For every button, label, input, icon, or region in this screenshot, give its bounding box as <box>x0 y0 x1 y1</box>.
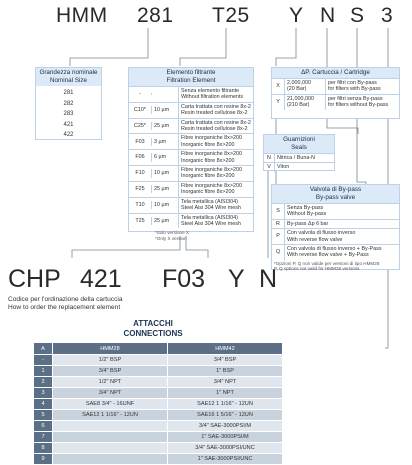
filtration-desc-it: Carta trattata con resine 8x-2 <box>181 119 251 126</box>
filtration-row <box>129 86 253 102</box>
connections-body <box>34 355 385 465</box>
connection-code: 7 <box>34 432 53 443</box>
connection-code: 9 <box>34 454 53 465</box>
dp-bar <box>284 79 325 94</box>
filtration-code: T10 <box>135 201 145 208</box>
dp-bar-value: 2,000,000 <box>287 80 311 86</box>
table-spacer <box>283 366 385 377</box>
connection-hmm28 <box>53 454 168 465</box>
bypass-desc-en: Without By-pass <box>287 211 327 218</box>
connection-hmm42: 3/4" SAE-3000PSI/UNC <box>168 443 283 454</box>
cartridge-code-series: CHP <box>8 265 61 293</box>
filtration-micron <box>151 93 178 95</box>
col-header-hmm42: HMM42 <box>168 343 283 355</box>
filtration-title-it: Elemento filtrante <box>166 69 216 76</box>
filtration-row <box>129 149 253 165</box>
seals-title-en: Seals <box>291 144 307 151</box>
bypass-row <box>272 244 399 260</box>
connection-hmm42: 1" SAE-3000PSI/M <box>168 432 283 443</box>
filtration-rows <box>129 86 253 228</box>
filtration-micron: 25 µm <box>151 185 178 193</box>
filtration-micron: 10 µm <box>151 106 178 114</box>
filtration-row <box>129 213 253 229</box>
bypass-code: S <box>276 208 280 215</box>
bypass-code: R <box>276 220 280 227</box>
dp-bar-label: (20 Bar) <box>287 86 307 93</box>
seal-code: N <box>267 155 271 161</box>
connection-code: 2 <box>34 377 53 388</box>
seal-code: V <box>267 164 271 171</box>
bypass-desc-it: Con valvola di flusso inverso + By-Pass <box>287 246 382 253</box>
filtration-row <box>129 197 253 213</box>
table-row <box>34 410 385 421</box>
dp-header: ΔP. Cartuccia / Cartridge <box>272 68 399 78</box>
filtration-micron: 3 µm <box>151 138 178 146</box>
nominal-size-header <box>36 68 101 86</box>
connection-hmm42: 3/4" SAE-3000PSI/M <box>168 421 283 432</box>
dp-bar <box>284 95 325 110</box>
dp-bar-label: (210 Bar) <box>287 102 310 109</box>
table-spacer <box>283 421 385 432</box>
filtration-desc-it: Fibre inorganiche 8x>200 <box>181 135 242 142</box>
filtration-desc-it: Fibre inorganiche 8x>200 <box>181 167 242 174</box>
table-row <box>34 366 385 377</box>
nominal-size-box <box>35 67 102 140</box>
filtration-code: - <box>139 91 141 98</box>
seals-box <box>263 134 335 171</box>
table-row <box>34 454 385 465</box>
table-row <box>34 432 385 443</box>
filtration-code: C25* <box>134 122 146 129</box>
connection-code: 6 <box>34 421 53 432</box>
bypass-valve-box <box>271 184 400 270</box>
connections-title-en: CONNECTIONS <box>123 328 183 338</box>
table-row <box>34 443 385 454</box>
bypass-row <box>272 219 399 228</box>
filtration-desc-en: Without filtration elements <box>181 94 244 101</box>
seals-header <box>264 135 334 153</box>
filtration-desc <box>178 87 253 102</box>
filtration-micron: 25 µm <box>151 217 178 225</box>
dp-bar-value: 21,000,000 <box>287 95 314 102</box>
filtration-desc-en: Steel Aisi 304 Wire mesh <box>181 220 241 227</box>
filtration-note-en: *Only X version <box>155 235 187 241</box>
filtration-desc-en: Resin treated cellulose 8x-2 <box>181 126 248 133</box>
filtration-title-en: Filtration Element <box>166 77 216 84</box>
filtration-desc <box>178 182 253 197</box>
table-spacer <box>283 377 385 388</box>
bypass-note-it: *Opzioni P, Q non valide per versioni di tipo HMM28 <box>274 260 380 266</box>
table-row <box>34 377 385 388</box>
bypass-row <box>272 228 399 244</box>
list-item: 282 <box>63 100 74 107</box>
dp-desc-en: for filters without By-pass <box>328 102 389 109</box>
table-row <box>34 421 385 432</box>
bypass-row <box>272 203 399 219</box>
filtration-desc <box>178 198 253 213</box>
bypass-desc <box>284 245 399 260</box>
bypass-code: Q <box>275 249 281 256</box>
filtration-row <box>129 133 253 149</box>
filtration-desc-it: Fibre inorganiche 8x>200 <box>181 151 242 158</box>
filtration-desc-en: Inorganic fibre 8x>200 <box>181 173 235 180</box>
list-item: 422 <box>63 132 74 139</box>
table-row <box>34 399 385 410</box>
connection-hmm42: 1" NPT <box>168 388 283 399</box>
connection-code: 8 <box>34 443 53 454</box>
filtration-code: F06 <box>135 154 145 161</box>
connection-hmm28: 3/4" BSP <box>53 366 168 377</box>
filtration-desc <box>178 166 253 181</box>
filtration-row <box>129 118 253 134</box>
connection-code: - <box>34 355 53 366</box>
filtration-desc-en: Steel Aisi 304 Wire mesh <box>181 205 241 212</box>
cartridge-code <box>0 265 412 295</box>
bypass-title-it: Valvola di By-pass <box>309 186 362 193</box>
filtration-desc <box>178 103 253 118</box>
bypass-desc-en: With reverse flow valve <box>287 236 343 243</box>
table-spacer <box>283 432 385 443</box>
filtration-row <box>129 165 253 181</box>
connection-code: 4 <box>34 399 53 410</box>
table-spacer <box>283 454 385 465</box>
filtration-desc-it: Tela metallica (AISI304) <box>181 214 238 221</box>
seals-rows <box>264 153 334 172</box>
connections-table <box>33 342 385 465</box>
connection-hmm42: SAE16 1 5/16" - 12UN <box>168 410 283 421</box>
cartridge-code-dp: Y <box>228 265 245 293</box>
dp-cartridge-box <box>271 67 400 119</box>
filtration-note-it: *Solo versione X <box>155 230 189 236</box>
cartridge-code-size: 421 <box>80 265 122 293</box>
dp-desc <box>325 95 399 110</box>
filtration-code: F10 <box>135 170 145 177</box>
bypass-desc-it: By-pass Δp 6 bar <box>287 220 329 227</box>
filtration-desc-it: Tela metallica (AISI304) <box>181 198 238 205</box>
connection-hmm28 <box>53 432 168 443</box>
filtration-row <box>129 102 253 118</box>
filtration-desc <box>178 119 253 134</box>
list-item: 421 <box>63 121 74 128</box>
cartridge-code-seals: N <box>259 265 278 293</box>
connection-hmm28: SAE12 1 1/16" - 12UN <box>53 410 168 421</box>
code-size: 281 <box>137 4 174 27</box>
table-spacer <box>283 399 385 410</box>
connection-hmm28: SAE8 3/4" - 16UNF <box>53 399 168 410</box>
connections-title-it: ATTACCHI <box>133 319 173 328</box>
dp-desc-en: for filters with By-pass <box>328 86 381 93</box>
dp-code: X <box>276 83 280 90</box>
code-series: HMM <box>56 4 108 27</box>
dp-desc-it: per filtri senza By-pass <box>328 95 383 102</box>
connection-code: 1 <box>34 366 53 377</box>
table-row <box>34 355 385 366</box>
connection-code: 5 <box>34 410 53 421</box>
order-caption-it: Codice per l'ordinazione della cartuccia <box>8 296 123 303</box>
col-header-a: A <box>34 343 53 355</box>
nominal-size-title-en: Nominal Size <box>49 77 88 84</box>
dp-code: Y <box>276 99 280 106</box>
connection-hmm42: SAE12 1 1/16" - 12UN <box>168 399 283 410</box>
dp-row <box>272 94 399 110</box>
bypass-desc-it: Con valvola di flusso inverso <box>287 230 356 237</box>
dp-row <box>272 78 399 94</box>
seal-row <box>264 162 334 171</box>
filtration-micron: 10 µm <box>151 169 178 177</box>
code-connection: 3 <box>381 4 394 27</box>
filtration-code: F25 <box>135 186 145 193</box>
filtration-desc-en: Resin treated cellulose 8x-2 <box>181 110 248 117</box>
filtration-code: T25 <box>135 217 145 224</box>
connection-hmm42: 1" SAE-3000PSI/UNC <box>168 454 283 465</box>
bypass-header <box>272 185 399 203</box>
bypass-title-en: By-pass valve <box>315 194 356 201</box>
filtration-code: F03 <box>135 138 145 145</box>
table-row <box>34 388 385 399</box>
bypass-note-en: P, Q options not valid for HMM28 versions <box>274 266 360 272</box>
col-header-hmm28: HMM28 <box>53 343 168 355</box>
bypass-desc <box>284 229 399 244</box>
filtration-desc <box>178 134 253 149</box>
table-spacer <box>283 410 385 421</box>
filtration-desc-en: Inorganic fibre 8x>200 <box>181 141 235 148</box>
code-seals: N <box>320 4 336 27</box>
table-spacer <box>283 443 385 454</box>
connection-hmm28: 1/2" BSP <box>53 355 168 366</box>
connections-header-row <box>34 343 385 355</box>
filtration-desc-en: Inorganic fibre 8x>200 <box>181 157 235 164</box>
filtration-desc <box>178 150 253 165</box>
filtration-element-header <box>129 68 253 86</box>
filtration-desc-it: Fibre inorganiche 8x>200 <box>181 182 242 189</box>
seals-title-it: Guarnizioni <box>283 136 315 143</box>
filtration-desc-it: Senza elemento filtrante <box>181 88 240 94</box>
list-item: 281 <box>63 90 74 96</box>
order-caption-en: How to order the replacement element <box>8 304 121 311</box>
filtration-micron: 10 µm <box>151 201 178 209</box>
bypass-code: P <box>276 233 280 240</box>
nominal-size-title-it: Grandezza nominale <box>39 69 98 76</box>
connection-hmm42: 3/4" BSP <box>168 355 283 366</box>
nominal-size-list <box>36 86 101 141</box>
bypass-desc <box>284 204 399 219</box>
bypass-rows <box>272 203 399 260</box>
table-spacer <box>283 343 385 355</box>
dp-desc <box>325 79 399 94</box>
filtration-desc <box>178 214 253 229</box>
bypass-desc <box>284 220 399 228</box>
filtration-micron: 6 µm <box>151 153 178 161</box>
connection-hmm28: 1/2" NPT <box>53 377 168 388</box>
connection-hmm42: 3/4" NPT <box>168 377 283 388</box>
code-dp: Y <box>289 4 304 27</box>
dp-rows <box>272 78 399 110</box>
filtration-micron: 25 µm <box>151 122 178 130</box>
filtration-code: C10* <box>134 107 146 114</box>
seal-row <box>264 153 334 162</box>
connection-hmm42: 1" BSP <box>168 366 283 377</box>
code-bypass: S <box>350 4 365 27</box>
filtration-note <box>129 228 253 241</box>
seal-label: Nitrica / Buna-N <box>274 154 334 162</box>
connection-hmm28: 3/4" NPT <box>53 388 168 399</box>
filtration-element-box <box>128 67 254 241</box>
connection-hmm28 <box>53 443 168 454</box>
table-spacer <box>283 388 385 399</box>
order-caption <box>8 296 123 312</box>
table-spacer <box>283 355 385 366</box>
connection-hmm28 <box>53 421 168 432</box>
filtration-row <box>129 181 253 197</box>
code-element: T25 <box>212 4 250 27</box>
connections-title <box>33 319 273 338</box>
seal-label: Viton <box>274 163 334 171</box>
list-item: 283 <box>63 111 74 118</box>
filtration-desc-it: Carta trattata con resine 8x-2 <box>181 103 251 110</box>
dp-desc-it: per filtri con By-pass <box>328 80 377 86</box>
cartridge-code-element: F03 <box>162 265 206 293</box>
connection-code: 3 <box>34 388 53 399</box>
filtration-desc-en: Inorganic fibre 8x>200 <box>181 189 235 196</box>
bypass-desc-en: With reverse flow valve + By-Pass <box>287 252 369 259</box>
bypass-desc-it: Senza By-pass <box>287 205 324 211</box>
